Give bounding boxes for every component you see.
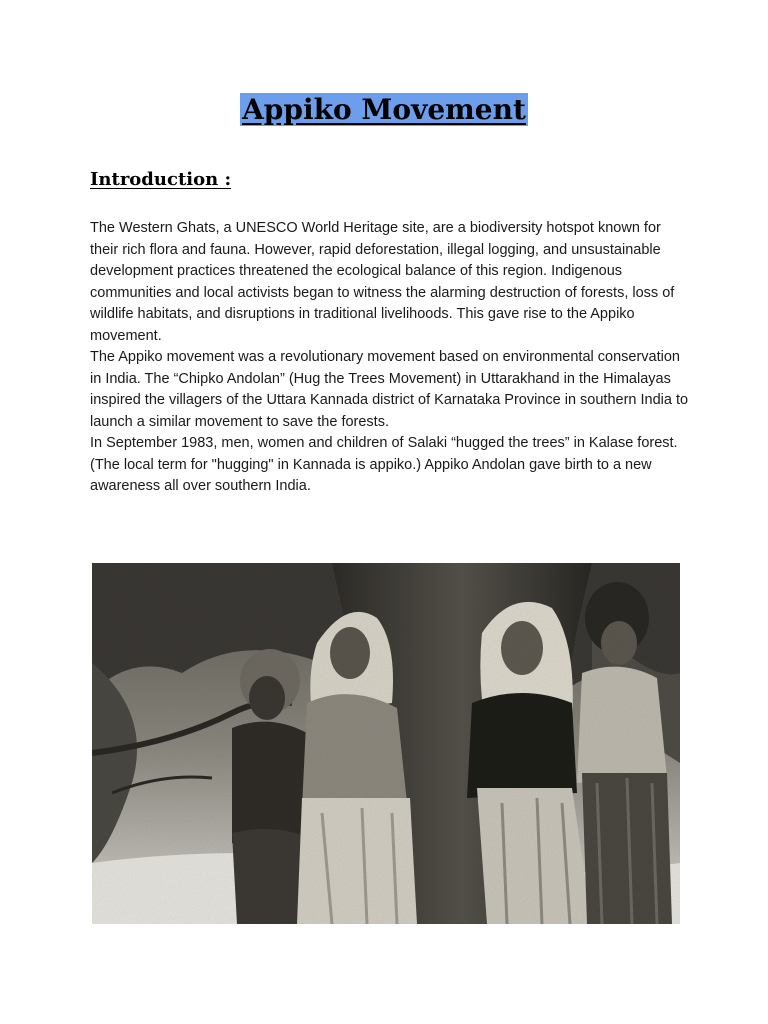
page-title-text: Appiko Movement [242,93,526,126]
page-title [0,92,768,128]
introduction-heading: Introduction : [90,169,232,190]
paragraph-3: In September 1983, men, women and children of Salaki “hugged the trees” in Kalase forest. (The local term for "hugging" in Kannada is appiko.) Appiko Andolan gave birth to a new awareness all over southern India. [90,435,678,494]
introduction-body [90,218,690,498]
paragraph-1: The Western Ghats, a UNESCO World Heritage site, are a biodiversity hotspot known for their rich flora and fauna. However, rapid deforestation, illegal logging, and unsustainable development practices threatened the ecological balance of this region. Indigenous communities and local activists began to witness the alarming destruction of forests, loss of wildlife habitats, and disruptions in traditional livelihoods. This gave rise to the Appiko movement. [90,220,675,344]
paragraph-2: The Appiko movement was a revolutionary movement based on environmental conservation in India. The “Chipko Andolan” (Hug the Trees Movement) in Uttarakhand in the Himalayas inspired the villagers of the Uttara Kannada district of Karnataka Province in southern India to launch a similar movement to save the forests. [90,349,689,430]
women-hugging-tree-photo [92,563,680,924]
